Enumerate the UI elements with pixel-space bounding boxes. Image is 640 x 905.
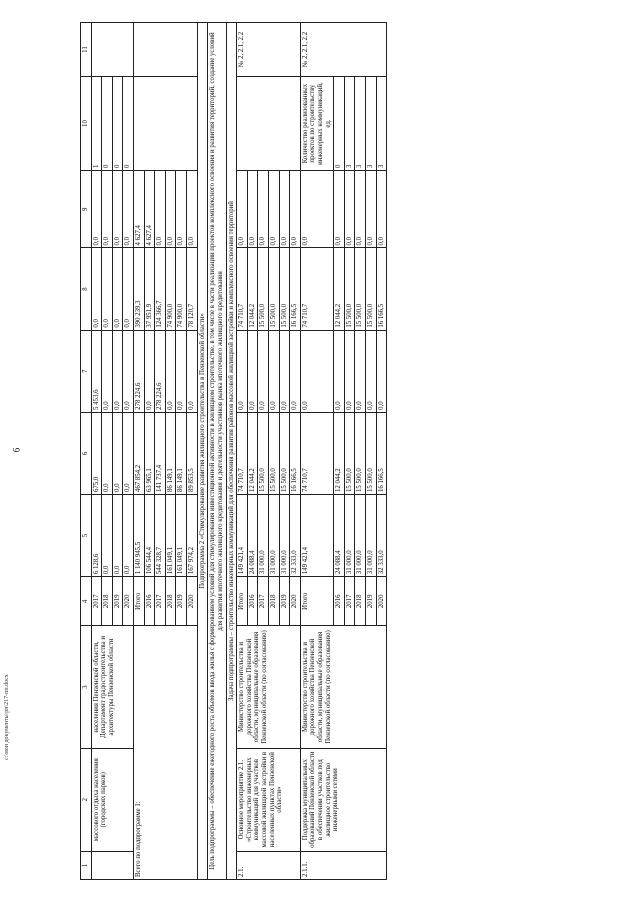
cell-year: 2017	[155, 577, 166, 626]
cell-value: 15 500,0	[355, 412, 366, 494]
cell-value: 278 224,6	[134, 330, 145, 412]
cell-value: 86 149,1	[176, 412, 187, 494]
cell-value: 74 900,0	[165, 248, 176, 330]
cell-year: 2017	[91, 577, 102, 626]
cell-value: 0,0	[300, 330, 333, 412]
cell-value: 16 166,5	[290, 248, 301, 330]
cell-value: 16 166,5	[290, 412, 301, 494]
cell-value: 149 421,4	[300, 494, 333, 576]
cell-value: 0,0	[355, 330, 366, 412]
cell-year: 2020	[290, 577, 301, 626]
cell-value: 675,0	[91, 412, 102, 494]
cell-value: 15 500,0	[268, 248, 279, 330]
cell-value: 0,0	[102, 171, 113, 248]
cell-value: 74 710,7	[300, 412, 333, 494]
cell-value: 16 166,5	[376, 412, 387, 494]
header-cell: 11	[81, 23, 92, 77]
cell-year: 2020	[187, 577, 198, 626]
cell-value: 0,0	[268, 330, 279, 412]
cell-year: Итого	[237, 577, 248, 626]
cell-indicator: 3	[344, 77, 355, 171]
cell-num: 2.1.1.	[300, 851, 386, 879]
cell-year: 2019	[279, 577, 290, 626]
cell-indicator: 0	[112, 77, 123, 171]
cell-value: 161 049,1	[176, 494, 187, 576]
cell-value: 6 128,6	[91, 494, 102, 576]
cell-value: 12 044,2	[334, 248, 345, 330]
subprogram-title-row	[197, 23, 208, 880]
cell-value: 0,0	[376, 330, 387, 412]
cell-year: 2018	[268, 577, 279, 626]
cell-value: 15 500,0	[279, 248, 290, 330]
cell-value: 0,0	[155, 171, 166, 248]
cell-indicator	[237, 77, 301, 171]
subprogram-task: Задача подпрограммы – строительство инженерных коммуникаций для обеспечения развития районов массовой жилищной застройки и комплексного освоения территорий	[226, 23, 237, 880]
cell-year: 2017	[344, 577, 355, 626]
cell-value: 0,0	[279, 330, 290, 412]
cell-value: 0,0	[258, 330, 269, 412]
cell-num: 2.1.	[237, 851, 301, 879]
cell-value: 0,0	[290, 171, 301, 248]
cell-value: 0,0	[187, 171, 198, 248]
cell-value: 0,0	[123, 248, 134, 330]
cell-year: 2020	[123, 577, 134, 626]
cell-indicator: 0	[123, 77, 134, 171]
cell-value: 31 000,0	[258, 494, 269, 576]
cell-value: 63 965,1	[144, 412, 155, 494]
cell-value: 0,0	[237, 171, 248, 248]
cell-value: 0,0	[247, 330, 258, 412]
cell-value: 106 544,4	[144, 494, 155, 576]
cell-value: 15 500,0	[366, 412, 377, 494]
total-label	[134, 626, 198, 880]
cell-value: 0,0	[102, 248, 113, 330]
cell-year: 2019	[176, 577, 187, 626]
cell-value: 0,0	[91, 171, 102, 248]
cell-value: 74 710,7	[237, 248, 248, 330]
cell-ref	[91, 23, 133, 77]
cell-value: 0,0	[176, 330, 187, 412]
cell-value: 15 500,0	[355, 248, 366, 330]
cell-value: 0,0	[123, 330, 134, 412]
cell-value: 0,0	[112, 412, 123, 494]
cell-value: 0,0	[279, 171, 290, 248]
cell-value: 0,0	[102, 494, 113, 576]
cell-executor: Министерство строительства и дорожного хозяйства Пензенской области, муниципальные образования Пензенской области (по согласованию)	[237, 626, 301, 748]
cell-year: 2017	[258, 577, 269, 626]
cell-value: 31 000,0	[344, 494, 355, 576]
cell-value: 31 000,0	[355, 494, 366, 576]
cell-value: 0,0	[123, 171, 134, 248]
cell-value: 0,0	[112, 248, 123, 330]
footer-file-path: c:\мои документы\рп\217-пп.docx	[4, 674, 10, 760]
subprogram-goal: Цель подпрограммы – обеспечение ежегодного роста объемов ввода жилья с формированием условий для стимулирования инвестиционной активности в жилищном строительстве, в том числе в части реализации проектов комплексного освоения и развития территорий, создание условий для развития ипотечного жилищного кредитования и деятельности участников рынка ипотечного жилищного кредитования	[208, 23, 226, 880]
cell-value: 0,0	[376, 171, 387, 248]
cell-value: 0,0	[300, 171, 333, 248]
cell-value: 390 239,3	[134, 248, 145, 330]
cell-ref: № 2, 2.1, 2.2	[237, 23, 301, 77]
header-cell: 9	[81, 171, 92, 248]
cell-value: 12 044,2	[334, 412, 345, 494]
cell-event-name: массового отдыха населения (городских парков)	[91, 748, 133, 851]
table-row	[300, 23, 333, 880]
cell-value: 0,0	[247, 171, 258, 248]
table-row	[237, 23, 248, 880]
cell-value: 86 149,1	[165, 412, 176, 494]
cell-value: 0,0	[112, 330, 123, 412]
cell-value: 4 627,4	[144, 171, 155, 248]
total-label-text: Всего по подпрограмме 1:	[135, 801, 143, 877]
table-row	[91, 23, 102, 880]
cell-value: 16 166,5	[376, 248, 387, 330]
cell-year: 2016	[247, 577, 258, 626]
cell-value: 32 333,0	[290, 494, 301, 576]
cell-value: 167 974,2	[187, 494, 198, 576]
cell-value: 12 044,2	[247, 248, 258, 330]
cell-value: 0,0	[102, 412, 113, 494]
table-row	[134, 23, 145, 880]
cell-executor: населения Пензенской области, Департамент градостроительства и архитектуры Пензенской области	[91, 626, 133, 748]
cell-value: 467 854,2	[134, 412, 145, 494]
header-cell: 6	[81, 412, 92, 494]
cell-indicator	[134, 77, 198, 171]
rotated-table-page	[80, 22, 600, 880]
cell-ref: № 2, 2.1, 2.2	[300, 23, 386, 77]
cell-value: 0,0	[366, 330, 377, 412]
cell-value: 0,0	[290, 330, 301, 412]
cell-value: 161 049,1	[165, 494, 176, 576]
budget-table	[80, 22, 387, 880]
cell-value: 15 500,0	[279, 412, 290, 494]
cell-value: 0,0	[344, 171, 355, 248]
cell-ref	[134, 23, 198, 77]
cell-value: 0,0	[112, 494, 123, 576]
cell-value: 15 500,0	[268, 412, 279, 494]
cell-value: 89 853,5	[187, 412, 198, 494]
cell-num	[91, 851, 133, 879]
cell-value: 0,0	[112, 171, 123, 248]
cell-indicator: Количество реализованных проектов по строительству инженерных коммуникаций, ед.	[300, 77, 333, 171]
header-cell: 1	[81, 851, 92, 879]
header-cell: 2	[81, 748, 92, 851]
cell-year: 2018	[165, 577, 176, 626]
cell-value: 78 120,7	[187, 248, 198, 330]
cell-value: 15 500,0	[344, 412, 355, 494]
cell-value: 0,0	[334, 330, 345, 412]
cell-value: 37 951,9	[144, 248, 155, 330]
cell-value: 24 088,4	[334, 494, 345, 576]
cell-value: 31 000,0	[366, 494, 377, 576]
cell-year: 2016	[144, 577, 155, 626]
header-cell: 10	[81, 77, 92, 171]
subprogram-title: Подпрограмма 2 «Стимулирование развития жилищного строительства в Пензенской области»	[197, 23, 208, 880]
cell-value: 0,0	[334, 171, 345, 248]
cell-executor: Министерство строительства и дорожного хозяйства Пензенской области, муниципальные образования Пензенской области (по согласованию)	[300, 626, 386, 748]
cell-year: 2019	[366, 577, 377, 626]
cell-value: 0,0	[144, 330, 155, 412]
cell-year: 2018	[355, 577, 366, 626]
subprogram-goal-row	[208, 23, 226, 880]
cell-value: 0,0	[165, 171, 176, 248]
cell-indicator: 0	[334, 77, 345, 171]
cell-value: 0,0	[187, 330, 198, 412]
cell-value: 0,0	[355, 171, 366, 248]
cell-year: 2020	[376, 577, 387, 626]
cell-value: 15 500,0	[258, 412, 269, 494]
cell-year: Итого	[300, 577, 333, 626]
header-cell: 4	[81, 577, 92, 626]
cell-value: 0,0	[91, 248, 102, 330]
cell-indicator: 1	[91, 77, 102, 171]
cell-value: 15 500,0	[344, 248, 355, 330]
cell-value: 141 737,4	[155, 412, 166, 494]
cell-value: 5 453,6	[91, 330, 102, 412]
cell-event-name: Поддержка муниципальных образований Пензенской области в обеспечении участков под жилищное строительство инженерными сетями	[300, 748, 386, 851]
cell-value: 1 140 945,5	[134, 494, 145, 576]
cell-value: 0,0	[123, 494, 134, 576]
cell-value: 12 044,2	[247, 412, 258, 494]
cell-value: 15 500,0	[366, 248, 377, 330]
cell-value: 278 224,6	[155, 330, 166, 412]
cell-value: 0,0	[268, 171, 279, 248]
cell-indicator: 3	[376, 77, 387, 171]
cell-value: 74 900,0	[176, 248, 187, 330]
cell-value: 544 328,7	[155, 494, 166, 576]
header-cell: 5	[81, 494, 92, 576]
header-cell: 8	[81, 248, 92, 330]
cell-value: 24 088,4	[247, 494, 258, 576]
cell-event-name: Основное мероприятие 2.1. «Строительство инженерных коммуникаций для участков массовой жилищной застройки в населенных пунктах Пензенской области»	[237, 748, 301, 851]
header-row	[81, 23, 92, 880]
cell-indicator: 3	[355, 77, 366, 171]
cell-value: 0,0	[258, 171, 269, 248]
cell-value: 32 333,0	[376, 494, 387, 576]
cell-year: 2018	[102, 577, 113, 626]
cell-value: 0,0	[102, 330, 113, 412]
cell-year: 2016	[334, 577, 345, 626]
page-number: 9	[11, 447, 21, 453]
cell-value: 74 710,7	[300, 248, 333, 330]
cell-year: Итого	[134, 577, 145, 626]
header-cell: 7	[81, 330, 92, 412]
cell-year: 2019	[112, 577, 123, 626]
cell-value: 74 710,7	[237, 412, 248, 494]
cell-value: 31 000,0	[268, 494, 279, 576]
cell-value: 4 627,4	[134, 171, 145, 248]
cell-value: 0,0	[366, 171, 377, 248]
cell-value: 0,0	[176, 171, 187, 248]
cell-value: 0,0	[344, 330, 355, 412]
cell-value: 149 421,4	[237, 494, 248, 576]
cell-indicator: 0	[102, 77, 113, 171]
cell-value: 31 000,0	[279, 494, 290, 576]
cell-value: 0,0	[165, 330, 176, 412]
cell-value: 0,0	[123, 412, 134, 494]
cell-value: 124 366,7	[155, 248, 166, 330]
cell-value: 15 500,0	[258, 248, 269, 330]
subprogram-task-row	[226, 23, 237, 880]
header-cell: 3	[81, 626, 92, 748]
cell-value: 0,0	[237, 330, 248, 412]
cell-indicator: 3	[366, 77, 377, 171]
